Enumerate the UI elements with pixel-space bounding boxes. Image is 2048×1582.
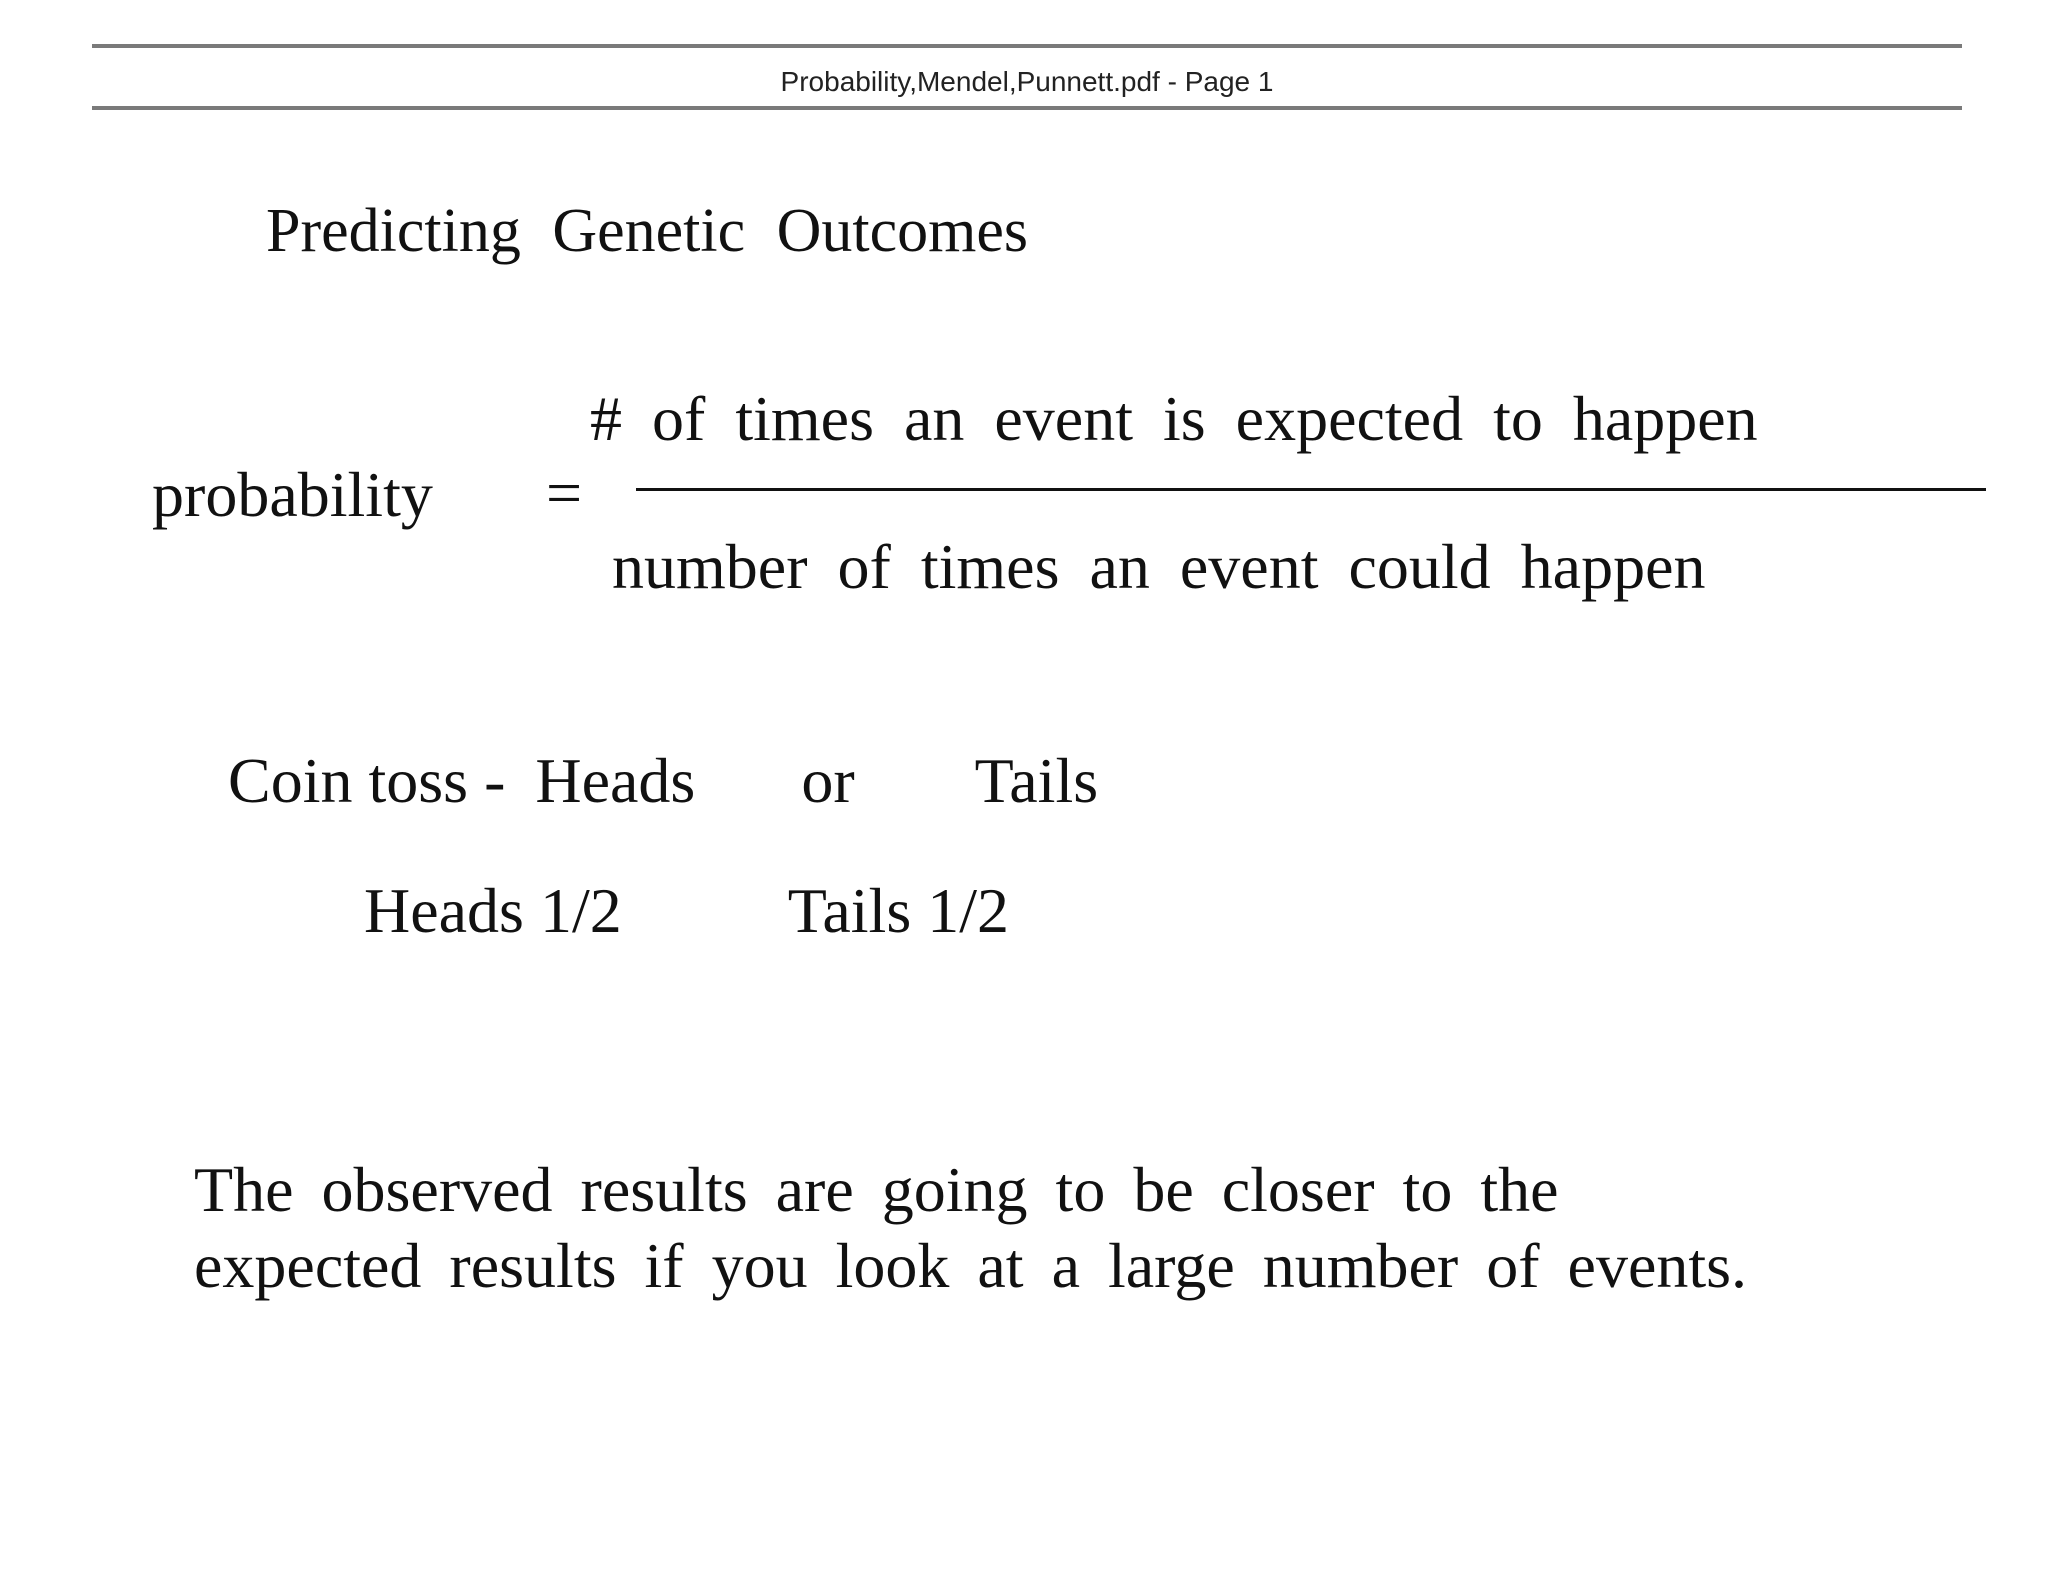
coin-or: or xyxy=(801,745,855,816)
conclusion-line-1: The observed results are going to be closer to the xyxy=(194,1154,1559,1225)
odds-line xyxy=(364,874,1009,948)
slide-title: Predicting Genetic Outcomes xyxy=(266,197,1029,265)
formula-numerator: # of times an event is expected to happen xyxy=(590,383,1758,454)
conclusion-text xyxy=(194,1152,1747,1304)
formula-denominator: number of times an event could happen xyxy=(612,531,1706,602)
coin-tails: Tails xyxy=(974,745,1099,816)
fraction-bar xyxy=(636,488,1986,491)
formula-label: probability xyxy=(152,459,433,530)
tails-odds: Tails 1/2 xyxy=(787,875,1009,946)
coin-toss-label: Coin toss - xyxy=(228,745,506,816)
coin-toss-line xyxy=(228,744,1098,818)
conclusion-line-2: expected results if you look at a large number of events. xyxy=(194,1230,1748,1301)
equals-sign: = xyxy=(546,457,583,528)
heads-odds: Heads 1/2 xyxy=(364,875,622,946)
coin-heads: Heads xyxy=(535,745,696,816)
page-header xyxy=(92,44,1962,110)
page-header-title: Probability,Mendel,Punnett.pdf - Page 1 xyxy=(780,66,1274,97)
